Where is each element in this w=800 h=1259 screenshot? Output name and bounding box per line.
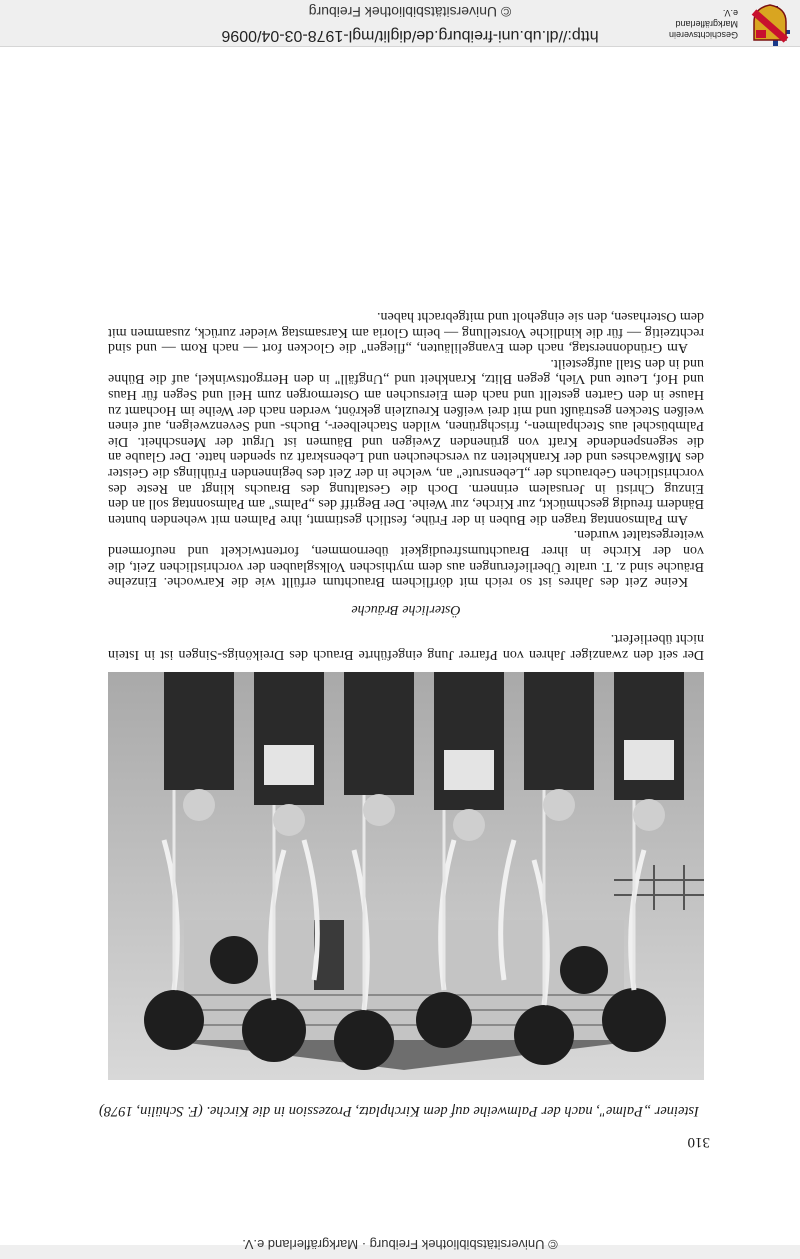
body-text <box>108 309 704 662</box>
bottom-banner <box>0 1237 800 1259</box>
bottom-copyright: © Universitätsbibliothek Freiburg · Markgräflerland e.V. <box>242 1237 558 1252</box>
society-name: Geschichtsverein Markgräflerland e.V. <box>668 8 738 40</box>
page-number: 310 <box>687 1134 710 1150</box>
photo-illustration <box>108 672 704 1080</box>
procession-photo <box>108 672 704 1080</box>
paragraph-dreikoenig: Der seit den zwanziger Jahren von Pfarrer Jung eingeführte Brauch des Dreikönigs-Singen ist in Istein nicht überliefert. <box>108 631 704 662</box>
photo-caption: Isteiner „Palme", nach der Palmweihe auf dem Kirchplatz, Prozession in die Kirche. (F. Schülin, 1978) <box>99 1103 699 1119</box>
paragraph-palmsonntag: Am Palmsonntag tragen die Buben in der Frühe, festlich gestimmt, ihre Palmen mit wehenden bunten Bändern freudig geschmückt, zur Kirche, zur Weihe. Der Begriff des „Palms" am Palmsonntag soll an den Einzug Christi in Jerusalem erinnern. Doch die Gestaltung des Brauchs klingt an Reste des vorchristlichen Gebrauchs der „Lebensrute" an, welche in der Zeit des beginnenden Frühlings die Geister des Mißwachses und der Krankheiten zu verscheuchen und Lebenskraft zu spenden hatte. Der Glaube an die segenspendende Kraft von grünenden Zweigen und Bäumen ist Urgut der Menschheit. Die Palmbüschel aus Stechpalmen-, frischgrünen, wilden Stachelbeer-, Buchs- und Sevenzweigen, auf einen weißen Stecken gesträußt und mit drei weißen Kreuzlein gekrönt, werden nach der Weihe im Hochamt zu Hause in den Garten gestellt und nach dem Eiersuchen am Ostermorgen zum Heil und Segen für Haus und Hof, Leute und Vieh, gegen Blitz, Krankheit und „Ungfäll" in den Herrgottswinkel, auf die Bühne und in den Stall aufgesteilt. <box>108 355 704 527</box>
paragraph-karwoche: Keine Zeit des Jahres ist so reich mit dörflichem Brauchtum erfüllt wie die Karwoche. Einzelne Bräuche sind z. T. uralte Überlieferungen aus dem mythischen Volksglauben der vorchristlichen Zeit, die von der Kirche in ihrer Brauchtumsfreudigkeit übernommen, fortentwickelt und neuformend weitergestaltet wurden. <box>108 527 704 590</box>
copyright-text: © Universitätsbibliothek Freiburg <box>308 4 512 20</box>
society-crest-icon <box>752 4 788 42</box>
banner-rotated <box>0 0 800 46</box>
section-heading: Österliche Bräuche <box>351 601 461 617</box>
document-url[interactable]: http://dl.ub.uni-freiburg.de/diglit/mgl-1978-03-04/0096 <box>221 27 599 44</box>
scanned-page <box>80 160 720 1150</box>
library-banner <box>0 0 800 47</box>
paragraph-gruendonnerstag: Am Gründonnerstag, nach dem Evangeliläuten, „fliegen" die Glocken fort — nach Rom — und sind rechtzeitig — für die kindliche Vorstellung — beim Gloria am Karsamstag wieder zurück, zusammen mit dem Osterhasen, den sie eingeholt und mitgebracht haben. <box>108 309 704 356</box>
